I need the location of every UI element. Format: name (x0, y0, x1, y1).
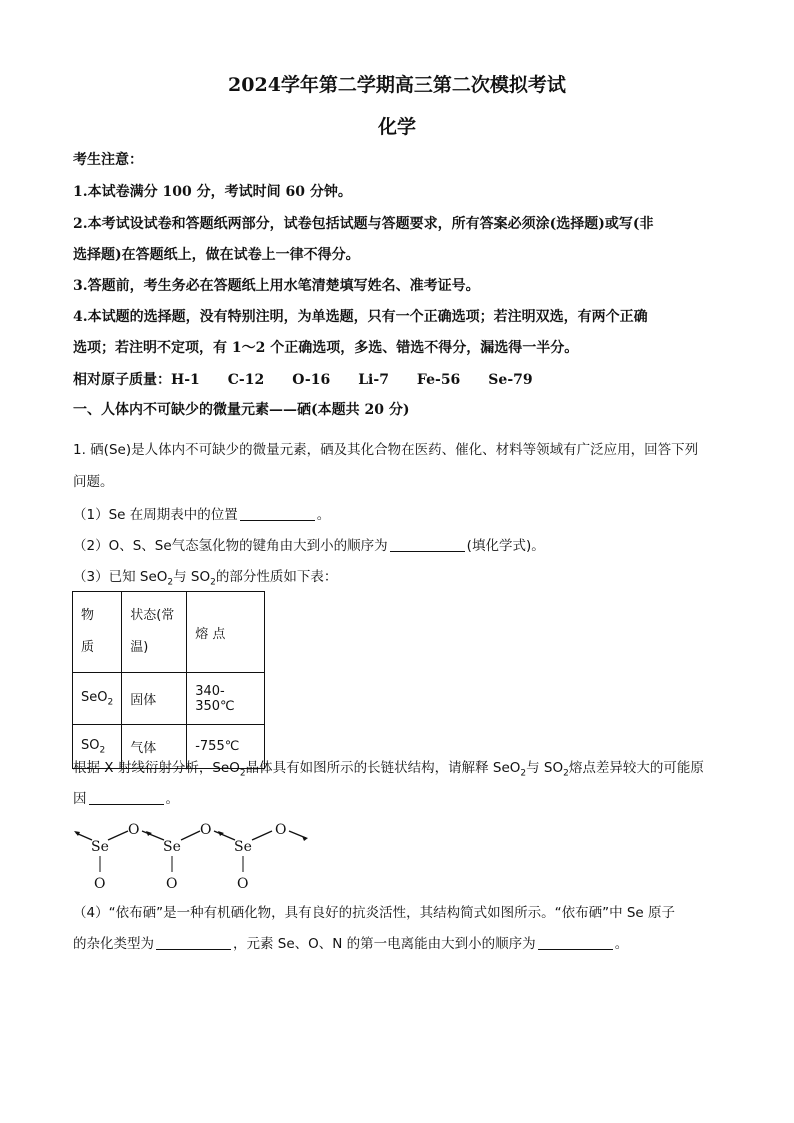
subscript: 2 (167, 577, 174, 588)
explain-text-c: 与 SO (526, 760, 564, 776)
table-row (73, 673, 265, 725)
atom-o: O (94, 876, 106, 892)
sub-question-4-line2 (73, 934, 733, 954)
notice-item-2-line1: 2.本考试设试卷和答题纸两部分，试卷包括试题与答题要求，所有答案必须涂(选择题)或写(非 (73, 216, 654, 232)
sub-question-2-text: （2）O、S、Se气态氢化物的键角由大到小的顺序为 (73, 538, 388, 554)
bond-wedge (74, 831, 80, 836)
subscript: 2 (520, 768, 527, 779)
explain-text-b: 晶体具有如图所示的长链状结构，请解释 SeO (245, 760, 521, 776)
properties-table (72, 591, 265, 769)
formula: SeO (81, 689, 108, 705)
explain-end: 。 (165, 791, 179, 807)
sub-question-1-end: 。 (316, 507, 331, 523)
atom-se: Se (234, 839, 252, 855)
header-line: 温) (130, 640, 149, 655)
atom-o: O (237, 876, 249, 892)
explain-text-d: 熔点差异较大的可能原 (568, 760, 704, 776)
atom-se: Se (163, 839, 181, 855)
atomic-mass-line: 相对原子质量：H-1 C-12 O-16 Li-7 Fe-56 Se-79 (73, 372, 533, 388)
table-cell-melting-point: 340-350℃ (187, 673, 265, 725)
sub-question-4-text-a: 的杂化类型为 (73, 936, 154, 952)
table-cell-substance (73, 673, 122, 725)
explain-text-a: 根据 X 射线衍射分析，SeO (73, 760, 240, 776)
section-heading: 一、人体内不可缺少的微量元素——硒(本题共 20 分) (73, 402, 410, 418)
exam-title: 2024学年第二学期高三第二次模拟考试 (228, 74, 566, 96)
subscript: 2 (99, 745, 106, 756)
sub-question-2-end: (填化学式)。 (466, 538, 545, 554)
sub-question-3 (73, 567, 733, 593)
sub-question-4-end: 。 (614, 936, 629, 952)
header-line: 质 (81, 640, 95, 655)
table-header-substance (73, 592, 122, 673)
table-header-row (73, 592, 265, 673)
sub-question-3-text-b: 与 SO (173, 569, 211, 585)
subject-title: 化学 (377, 116, 416, 138)
sub-question-3-text-a: （3）已知 SeO (73, 569, 168, 585)
seo2-chain-structure (66, 816, 316, 892)
explain-line2 (73, 789, 733, 809)
sub-question-3-text-c: 的部分性质如下表： (215, 569, 338, 585)
atom-o: O (166, 876, 178, 892)
bond-wedge (302, 836, 308, 841)
atom-o: O (128, 822, 140, 838)
subscript: 2 (107, 697, 114, 708)
notice-heading: 考生注意： (73, 152, 143, 168)
atom-o: O (275, 822, 287, 838)
header-line: 状态(常 (130, 608, 175, 623)
question-1-intro-line2: 问题。 (73, 474, 114, 490)
notice-item-2-line2: 选择题)在答题纸上，做在试卷上一律不得分。 (73, 247, 360, 263)
subscript: 2 (210, 577, 216, 588)
table-header-state (122, 592, 187, 673)
sub-question-2 (73, 536, 733, 556)
formula: SO (81, 737, 100, 753)
header-line: 物 (81, 608, 95, 623)
notice-item-3: 3.答题前，考生务必在答题纸上用水笔清楚填写姓名、准考证号。 (73, 278, 480, 294)
table-cell-state: 气体 (122, 725, 187, 769)
answer-blank (390, 537, 465, 552)
notice-item-1: 1.本试卷满分 100 分，考试时间 60 分钟。 (73, 184, 352, 200)
explain-line1 (73, 758, 733, 784)
notice-item-4-line1: 4.本试题的选择题，没有特别注明，为单选题，只有一个正确选项；若注明双选，有两个正确 (73, 309, 648, 325)
subscript: 2 (563, 768, 569, 779)
header-line: 熔 点 (195, 626, 226, 642)
answer-blank (156, 935, 231, 950)
atom-se: Se (91, 839, 109, 855)
sub-question-4-text-b: ，元素 Se、O、N 的第一电离能由大到小的顺序为 (233, 936, 536, 952)
explain-text-line2: 因 (73, 791, 87, 807)
table-header-melting-point (187, 592, 265, 673)
answer-blank (240, 506, 315, 521)
atom-o: O (200, 822, 212, 838)
answer-blank (89, 790, 164, 805)
sub-question-1 (73, 505, 733, 525)
answer-blank (538, 935, 613, 950)
table-cell-state: 固体 (122, 673, 187, 725)
table-cell-melting-point: -755℃ (187, 725, 265, 769)
sub-question-1-text: （1）Se 在周期表中的位置 (73, 507, 238, 523)
question-1-intro-line1: 1. 硒(Se)是人体内不可缺少的微量元素，硒及其化合物在医药、催化、材料等领域有广泛应用，回答下列 (73, 442, 699, 458)
subscript: 2 (239, 768, 246, 779)
notice-item-4-line2: 选项；若注明不定项，有 1～2 个正确选项，多选、错选不得分，漏选得一半分。 (73, 340, 579, 356)
sub-question-4-line1: （4）“依布硒”是一种有机硒化物，具有良好的抗炎活性，其结构简式如图所示。“依布硒”中 Se 原子 (73, 905, 676, 921)
